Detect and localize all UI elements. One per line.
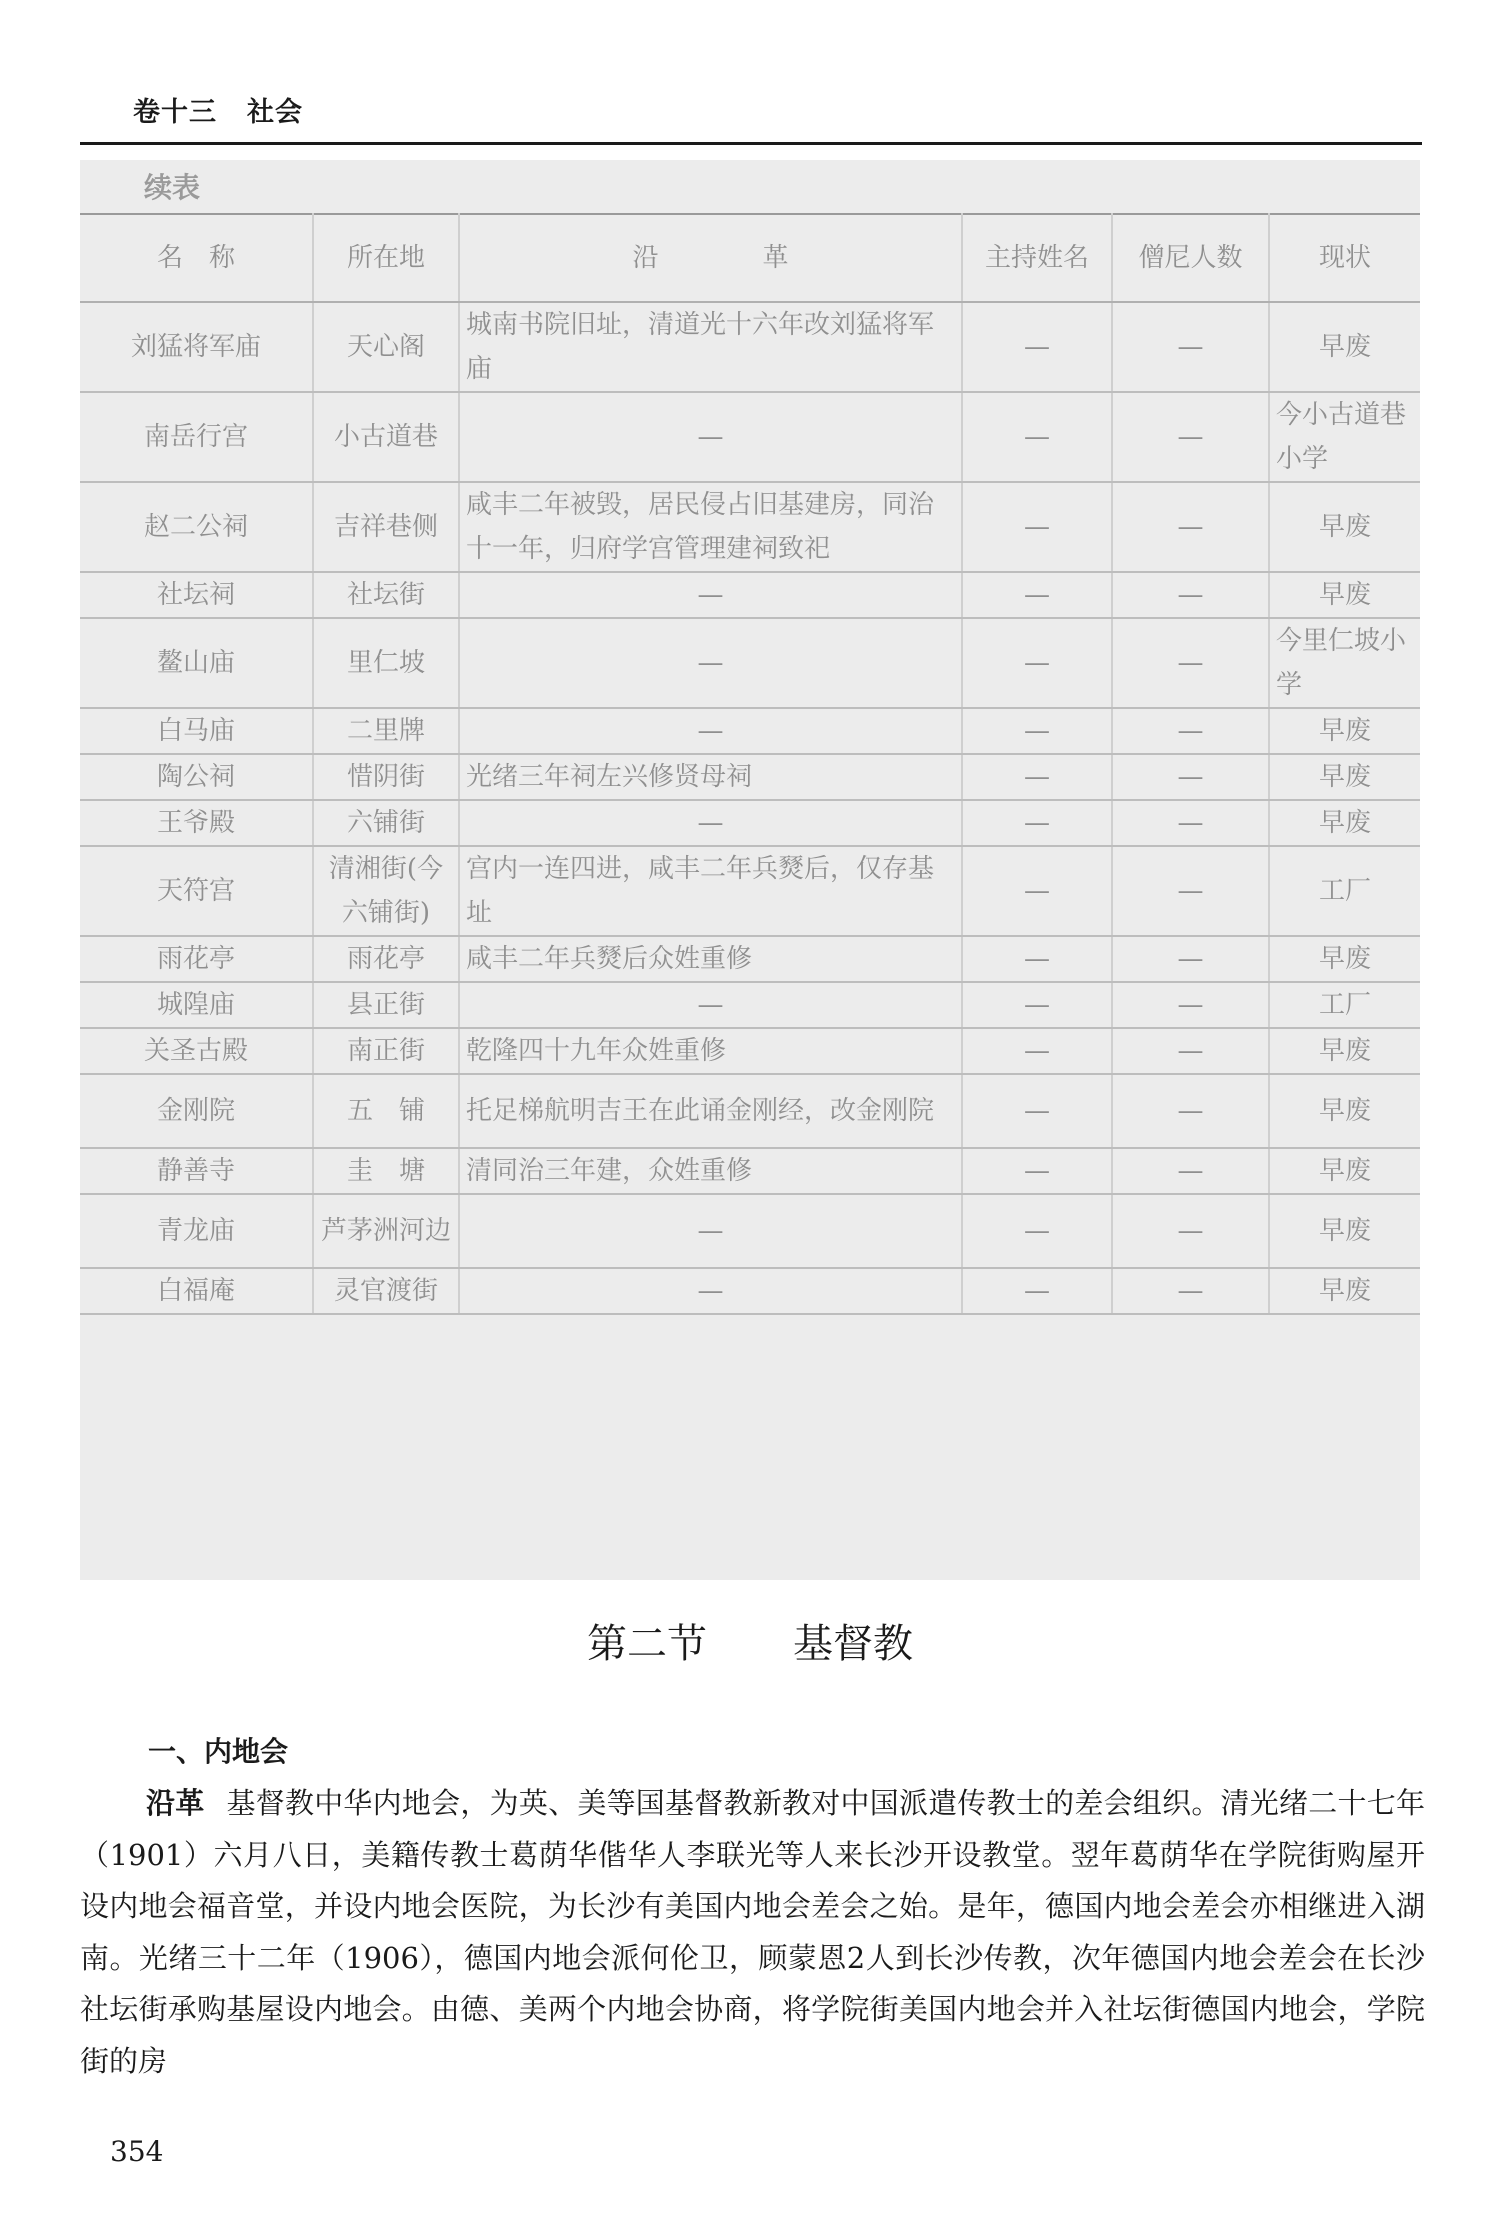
col-header-history: 沿 革 (459, 214, 962, 302)
cell-host: — (962, 846, 1112, 936)
table-continued-label: 续表 (144, 171, 201, 204)
col-header-name: 名 称 (80, 214, 313, 302)
cell-host: — (962, 392, 1112, 482)
table-row (80, 982, 1420, 1028)
cell-status: 工厂 (1269, 846, 1420, 936)
cell-host: — (962, 1148, 1112, 1194)
cell-count: — (1112, 982, 1269, 1028)
cell-name: 天符宫 (80, 846, 313, 936)
body-text (80, 1778, 1425, 2087)
cell-status: 早废 (1269, 1194, 1420, 1268)
table-row (80, 1074, 1420, 1148)
cell-name: 白福庵 (80, 1268, 313, 1314)
cell-status: 早废 (1269, 302, 1420, 392)
cell-name: 南岳行宫 (80, 392, 313, 482)
cell-location: 南正街 (313, 1028, 459, 1074)
cell-location: 惜阴街 (313, 754, 459, 800)
cell-count: — (1112, 618, 1269, 708)
cell-location: 五 铺 (313, 1074, 459, 1148)
cell-location: 里仁坡 (313, 618, 459, 708)
cell-host: — (962, 1028, 1112, 1074)
cell-name: 青龙庙 (80, 1194, 313, 1268)
cell-location: 小古道巷 (313, 392, 459, 482)
cell-location: 社坛街 (313, 572, 459, 618)
cell-location: 芦茅洲河边 (313, 1194, 459, 1268)
cell-count: — (1112, 1074, 1269, 1148)
table-row (80, 708, 1420, 754)
paragraph-lead: 沿革 (146, 1786, 205, 1820)
cell-host: — (962, 482, 1112, 572)
col-header-count: 僧尼人数 (1112, 214, 1269, 302)
subsection-heading: 一、内地会 (148, 1735, 289, 1768)
cell-count: — (1112, 846, 1269, 936)
cell-name: 雨花亭 (80, 936, 313, 982)
cell-location: 六铺街 (313, 800, 459, 846)
cell-host: — (962, 936, 1112, 982)
cell-count: — (1112, 482, 1269, 572)
cell-count: — (1112, 754, 1269, 800)
cell-count: — (1112, 572, 1269, 618)
cell-count: — (1112, 1028, 1269, 1074)
cell-status: 早废 (1269, 1028, 1420, 1074)
cell-history: 清同治三年建，众姓重修 (459, 1148, 962, 1194)
header-section: 社会 (247, 97, 303, 128)
cell-host: — (962, 982, 1112, 1028)
cell-name: 静善寺 (80, 1148, 313, 1194)
cell-history: 托足梯航明吉王在此诵金刚经，改金刚院 (459, 1074, 962, 1148)
paragraph-text: 基督教中华内地会，为英、美等国基督教新教对中国派遣传教士的差会组织。清光绪二十七年（1901）六月八日，美籍传教士葛荫华偕华人李联光等人来长沙开设教堂。翌年葛荫华在学院街购屋开设内地会福音堂，并设内地会医院，为长沙有美国内地会差会之始。是年，德国内地会差会亦相继进入湖南。光绪三十二年（1906），德国内地会派何伦卫，顾蒙恩2人到长沙传教，次年德国内地会差会在长沙社坛街承购基屋设内地会。由德、美两个内地会协商，将学院街美国内地会并入社坛街德国内地会，学院街的房 (80, 1786, 1425, 2078)
cell-history: 乾隆四十九年众姓重修 (459, 1028, 962, 1074)
cell-history: — (459, 982, 962, 1028)
cell-host: — (962, 754, 1112, 800)
cell-name: 王爷殿 (80, 800, 313, 846)
cell-status: 早废 (1269, 708, 1420, 754)
cell-host: — (962, 302, 1112, 392)
cell-name: 陶公祠 (80, 754, 313, 800)
cell-status: 早废 (1269, 482, 1420, 572)
cell-status: 早废 (1269, 1268, 1420, 1314)
section-number: 第二节 (587, 1621, 707, 1667)
table-header-row (80, 214, 1420, 302)
table-row (80, 1028, 1420, 1074)
table-row (80, 1268, 1420, 1314)
cell-history: 宫内一连四进，咸丰二年兵燹后，仅存基址 (459, 846, 962, 936)
cell-status: 早废 (1269, 1074, 1420, 1148)
cell-name: 白马庙 (80, 708, 313, 754)
cell-count: — (1112, 1268, 1269, 1314)
cell-count: — (1112, 936, 1269, 982)
cell-history: 咸丰二年兵燹后众姓重修 (459, 936, 962, 982)
table-row (80, 800, 1420, 846)
cell-status: 早废 (1269, 1148, 1420, 1194)
cell-location: 雨花亭 (313, 936, 459, 982)
cell-name: 赵二公祠 (80, 482, 313, 572)
col-header-status: 现状 (1269, 214, 1420, 302)
cell-history: — (459, 800, 962, 846)
temple-table-block (80, 160, 1420, 1580)
paragraph (80, 1778, 1425, 2087)
table-row (80, 572, 1420, 618)
table-row (80, 1148, 1420, 1194)
cell-name: 刘猛将军庙 (80, 302, 313, 392)
cell-status: 早废 (1269, 936, 1420, 982)
section-name: 基督教 (793, 1621, 913, 1667)
page-number: 354 (110, 2135, 164, 2168)
cell-count: — (1112, 392, 1269, 482)
cell-status: 早废 (1269, 754, 1420, 800)
cell-host: — (962, 1268, 1112, 1314)
cell-host: — (962, 572, 1112, 618)
cell-name: 社坛祠 (80, 572, 313, 618)
cell-count: — (1112, 1194, 1269, 1268)
cell-history: — (459, 392, 962, 482)
cell-name: 鳌山庙 (80, 618, 313, 708)
table-row (80, 1194, 1420, 1268)
cell-status: 今小古道巷小学 (1269, 392, 1420, 482)
col-header-location: 所在地 (313, 214, 459, 302)
table-row (80, 302, 1420, 392)
running-header (133, 90, 303, 129)
cell-status: 工厂 (1269, 982, 1420, 1028)
col-header-host: 主持姓名 (962, 214, 1112, 302)
cell-name: 关圣古殿 (80, 1028, 313, 1074)
table-row (80, 392, 1420, 482)
cell-count: — (1112, 800, 1269, 846)
cell-location: 天心阁 (313, 302, 459, 392)
cell-name: 金刚院 (80, 1074, 313, 1148)
section-title (0, 1612, 1500, 1669)
cell-location: 清湘街(今六铺街) (313, 846, 459, 936)
table-body (80, 302, 1420, 1314)
cell-history: 城南书院旧址，清道光十六年改刘猛将军庙 (459, 302, 962, 392)
cell-host: — (962, 618, 1112, 708)
cell-history: — (459, 572, 962, 618)
cell-host: — (962, 1074, 1112, 1148)
cell-location: 二里牌 (313, 708, 459, 754)
cell-history: 咸丰二年被毁，居民侵占旧基建房，同治十一年，归府学宫管理建祠致祀 (459, 482, 962, 572)
table-row (80, 936, 1420, 982)
table-row (80, 618, 1420, 708)
cell-count: — (1112, 1148, 1269, 1194)
header-rule (80, 142, 1422, 145)
cell-status: 今里仁坡小学 (1269, 618, 1420, 708)
cell-history: — (459, 618, 962, 708)
cell-status: 早废 (1269, 800, 1420, 846)
table-row (80, 846, 1420, 936)
cell-host: — (962, 1194, 1112, 1268)
table-row (80, 482, 1420, 572)
cell-count: — (1112, 302, 1269, 392)
cell-location: 县正街 (313, 982, 459, 1028)
cell-location: 圭 塘 (313, 1148, 459, 1194)
cell-location: 灵官渡街 (313, 1268, 459, 1314)
cell-history: — (459, 708, 962, 754)
header-volume: 卷十三 (133, 97, 217, 128)
table-row (80, 754, 1420, 800)
cell-history: — (459, 1268, 962, 1314)
cell-host: — (962, 800, 1112, 846)
temple-table (80, 213, 1420, 1315)
cell-history: — (459, 1194, 962, 1268)
cell-history: 光绪三年祠左兴修贤母祠 (459, 754, 962, 800)
cell-location: 吉祥巷侧 (313, 482, 459, 572)
cell-name: 城隍庙 (80, 982, 313, 1028)
cell-host: — (962, 708, 1112, 754)
cell-status: 早废 (1269, 572, 1420, 618)
cell-count: — (1112, 708, 1269, 754)
